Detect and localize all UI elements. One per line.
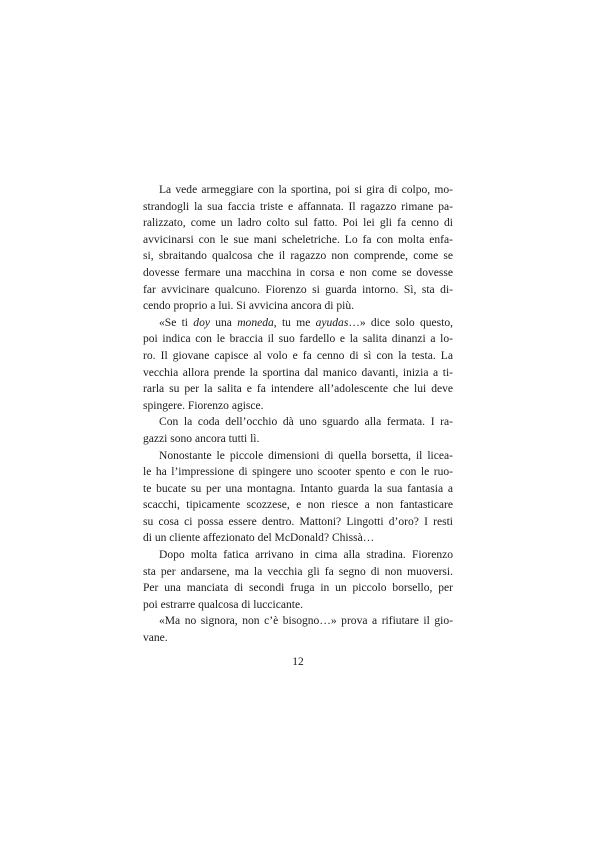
text-segment: rarla su per la salita e fa intendere all’adolescente che lui deve: [143, 383, 453, 396]
paragraph: [143, 414, 453, 447]
text-segment: strandogli la sua faccia triste e affannata. Il ragazzo rimane pa-: [143, 200, 453, 213]
text-segment: si, sbraitando qualcosa che il ragazzo non comprende, come se: [143, 250, 453, 263]
text-segment: vane.: [143, 632, 168, 645]
text-line: [143, 547, 453, 564]
text-line: [143, 431, 453, 448]
text-line: [143, 215, 453, 232]
text-line: [143, 613, 453, 630]
text-segment: avvicinarsi con le sue mani scheletriche. Lo fa con molta enfa-: [143, 233, 453, 246]
paragraph: [143, 448, 453, 548]
text-line: [143, 265, 453, 282]
text-segment: Con la coda dell’occhio dà uno sguardo alla fermata. I ra-: [159, 416, 453, 429]
text-segment: una: [209, 316, 238, 329]
text-line: [143, 398, 453, 415]
text-line: [143, 464, 453, 481]
paragraph: [143, 613, 453, 646]
italic-word: ayudas: [315, 316, 349, 329]
text-line: [143, 248, 453, 265]
text-segment: Dopo molta fatica arrivano in cima alla stradina. Fiorenzo: [159, 549, 453, 562]
text-segment: La vede armeggiare con la sportina, poi si gira di colpo, mo-: [159, 184, 453, 196]
text-segment: spingere. Fiorenzo agisce.: [143, 399, 264, 412]
text-segment: poi estrarre qualcosa di luccicante.: [143, 598, 303, 611]
text-line: [143, 381, 453, 398]
body-text: [143, 182, 453, 647]
text-segment: cendo proprio a lui. Si avvicina ancora di più.: [143, 300, 354, 313]
text-line: [143, 530, 453, 547]
text-line: [143, 282, 453, 299]
text-line: [143, 315, 453, 332]
text-line: [143, 497, 453, 514]
text-line: [143, 514, 453, 531]
text-segment: «Ma no signora, non c’è bisogno…» prova a rifiutare il gio-: [159, 615, 453, 628]
text-segment: Per una manciata di secondi fruga in un piccolo borsello, per: [143, 582, 453, 595]
text-segment: poi indica con le braccia il suo fardello e la salita dinanzi a lo-: [143, 333, 453, 346]
text-line: [143, 580, 453, 597]
text-segment: scacchi, tipicamente scozzese, e non riesce a non fantasticare: [143, 499, 453, 512]
text-line: [143, 199, 453, 216]
text-segment: ro. Il giovane capisce al volo e fa cenno di sì con la testa. La: [143, 349, 453, 362]
text-segment: dovesse fermare una macchina in corsa e non come se dovesse: [143, 266, 453, 279]
text-line: [143, 597, 453, 614]
text-line: [143, 348, 453, 365]
text-segment: le ha l’impressione di spingere uno scooter spento e con le ruo-: [143, 466, 453, 479]
text-line: [143, 232, 453, 249]
text-line: [143, 564, 453, 581]
text-segment: vecchia allora prende la sportina dal manico davanti, inizia a ti-: [143, 366, 453, 379]
text-segment: «Se ti: [159, 316, 194, 329]
text-line: [143, 448, 453, 465]
text-segment: di un cliente affezionato del McDonald? Chissà…: [143, 532, 375, 545]
italic-word: doy: [193, 316, 210, 329]
text-segment: te bucate su per una montagna. Intanto guarda la sua fantasia a: [143, 482, 453, 495]
italic-word: moneda: [237, 316, 274, 329]
text-line: [143, 331, 453, 348]
page-number: 12: [292, 656, 304, 668]
text-segment: sta per andarsene, ma la vecchia gli fa segno di non muoversi.: [143, 565, 453, 578]
text-segment: ralizzato, come un ladro colto sul fatto. Poi lei gli fa cenno di: [143, 217, 453, 230]
text-line: [143, 298, 453, 315]
paragraph: [143, 547, 453, 613]
text-segment: far avvicinare qualcuno. Fiorenzo si guarda intorno. Sì, sta di-: [143, 283, 453, 296]
text-line: [143, 481, 453, 498]
text-segment: gazzi sono ancora tutti lì.: [143, 432, 260, 445]
text-segment: , tu me: [273, 316, 316, 329]
text-segment: …» dice solo questo,: [348, 316, 453, 329]
text-line: [143, 414, 453, 431]
text-segment: su cosa ci possa essere dentro. Mattoni? Lingotti d’oro? I resti: [143, 515, 453, 528]
text-line: [143, 630, 453, 647]
text-line: [143, 182, 453, 199]
paragraph: [143, 315, 453, 415]
paragraph: [143, 182, 453, 315]
text-line: [143, 365, 453, 382]
text-segment: Nonostante le piccole dimensioni di quella borsetta, il licea-: [159, 449, 453, 462]
